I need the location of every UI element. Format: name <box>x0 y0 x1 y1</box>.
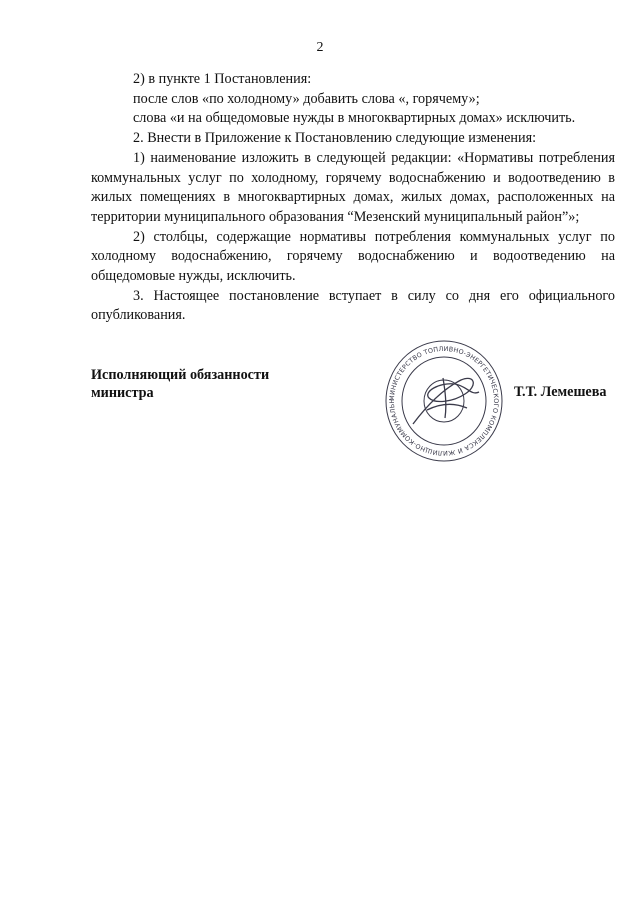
official-seal-stamp <box>383 338 505 464</box>
page-number: 2 <box>316 40 324 55</box>
signatory-position <box>91 366 269 402</box>
signatory-position-line1: Исполняющий обязанности <box>91 367 270 383</box>
paragraph-effective-date: 3. Настоящее постановление вступает в силу со дня его официального опубликования. <box>91 287 615 324</box>
paragraph-point-2: 2. Внести в Приложение к Постановлению следующие изменения: <box>133 130 537 147</box>
signatory-name: Т.Т. Лемешева <box>514 384 607 400</box>
paragraph-remove-columns: 2) столбцы, содержащие нормативы потребления коммунальных услуг по холодному водоснабжению, горячему водоснабжению и водоотведению на общедомовые нужды, исключить. <box>91 228 615 285</box>
seal-outer-text: МИНИСТЕРСТВО ТОПЛИВНО-ЭНЕРГЕТИЧЕСКОГО КОМПЛЕКСА И ЖИЛИЩНО-КОММУНАЛЬН <box>387 344 501 458</box>
document-body <box>91 70 615 326</box>
paragraph-new-title: 1) наименование изложить в следующей редакции: «Нормативы потребления коммунальных услуг по холодному, горячему водоснабжению и водоотведению в жилых помещениях в многоквартирных домах, жилых домах, расположенных на территории муниципального образования “Мезенский муниципальный район”»; <box>91 149 615 225</box>
handwritten-signature <box>413 378 479 424</box>
paragraph-amendment-2: 2) в пункте 1 Постановления: <box>133 71 312 87</box>
seal-graphic <box>383 338 505 464</box>
paragraph-add-words: после слов «по холодному» добавить слова «, горячему»; <box>133 90 480 107</box>
paragraph-delete-words: слова «и на общедомовые нужды в многоквартирных домах» исключить. <box>133 110 576 127</box>
signatory-position-line2: министра <box>91 385 154 401</box>
